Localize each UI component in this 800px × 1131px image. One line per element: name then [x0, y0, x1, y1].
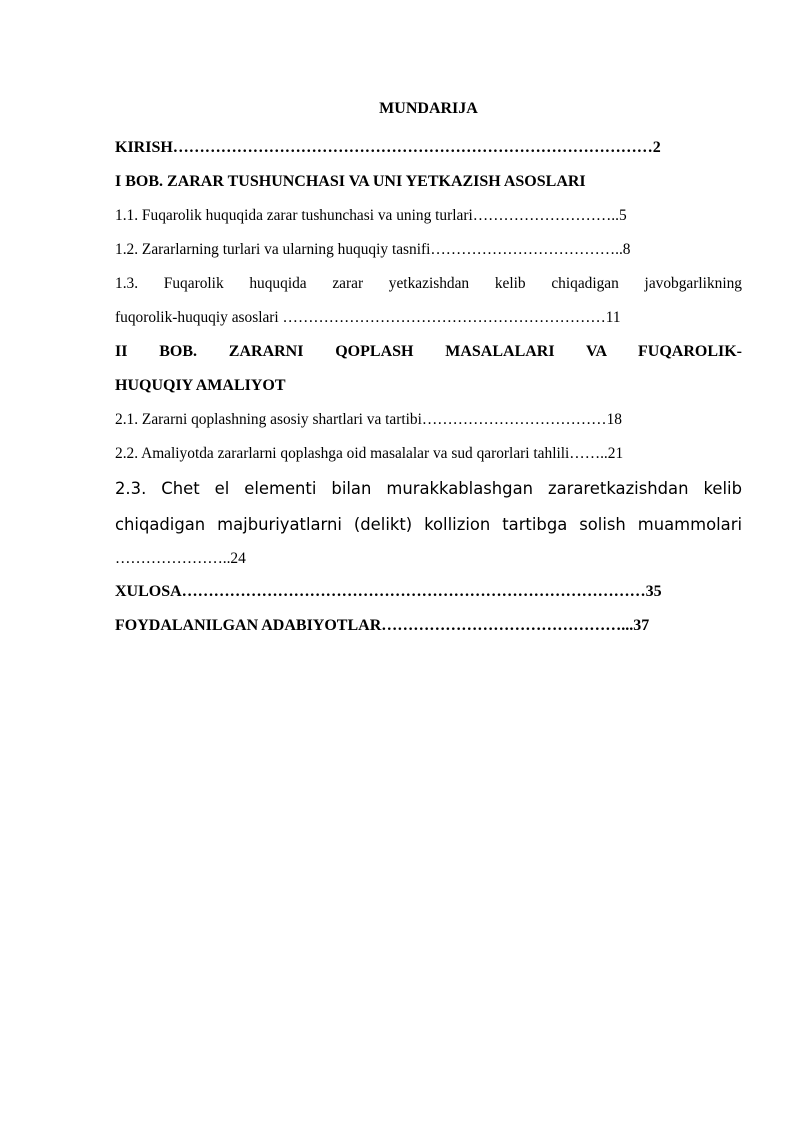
toc-entry-2-1: 2.1. Zararni qoplashning asosiy shartlari va tartibi………………………………18	[115, 411, 622, 428]
toc-entry-kirish: KIRISH………………………………………………………………………………2	[115, 139, 661, 156]
toc-entry-xulosa: XULOSA……………………………………………………………………………35	[115, 583, 662, 600]
toc-chapter-2-line-1: II BOB. ZARARNI QOPLASH MASALALARI VA FUQAROLIK-	[115, 343, 742, 360]
toc-entry-1-3-line-1: 1.3. Fuqarolik huquqida zarar yetkazishdan kelib chiqadigan javobgarlikning	[115, 275, 742, 292]
toc-chapter-1: I BOB. ZARAR TUSHUNCHASI VA UNI YETKAZISH ASOSLARI	[115, 173, 586, 190]
table-of-contents	[115, 97, 742, 643]
toc-entry-1-2: 1.2. Zararlarning turlari va ularning huquqiy tasnifi………………………………..8	[115, 241, 631, 258]
toc-title: MUNDARIJA	[379, 100, 478, 117]
toc-entry-adabiyotlar: FOYDALANILGAN ADABIYOTLAR………………………………………...37	[115, 617, 650, 634]
toc-entry-1-1: 1.1. Fuqarolik huquqida zarar tushunchasi va uning turlari………………………..5	[115, 207, 627, 224]
toc-entry-1-3-line-2: fuqorolik-huquqiy asoslari ………………………………………………………11	[115, 309, 621, 326]
toc-entry-2-3-line-3: …………………..24	[115, 550, 246, 567]
toc-chapter-2-line-2: HUQUQIY AMALIYOT	[115, 377, 286, 394]
toc-entry-2-3-line-2: chiqadigan majburiyatlarni (delikt) kollizion tartibga solish muammolari	[115, 515, 742, 534]
toc-entry-2-2: 2.2. Amaliyotda zararlarni qoplashga oid masalalar va sud qarorlari tahlili……..21	[115, 445, 624, 462]
toc-entry-2-3-line-1: 2.3. Chet el elementi bilan murakkablashgan zararetkazishdan kelib	[115, 479, 742, 498]
